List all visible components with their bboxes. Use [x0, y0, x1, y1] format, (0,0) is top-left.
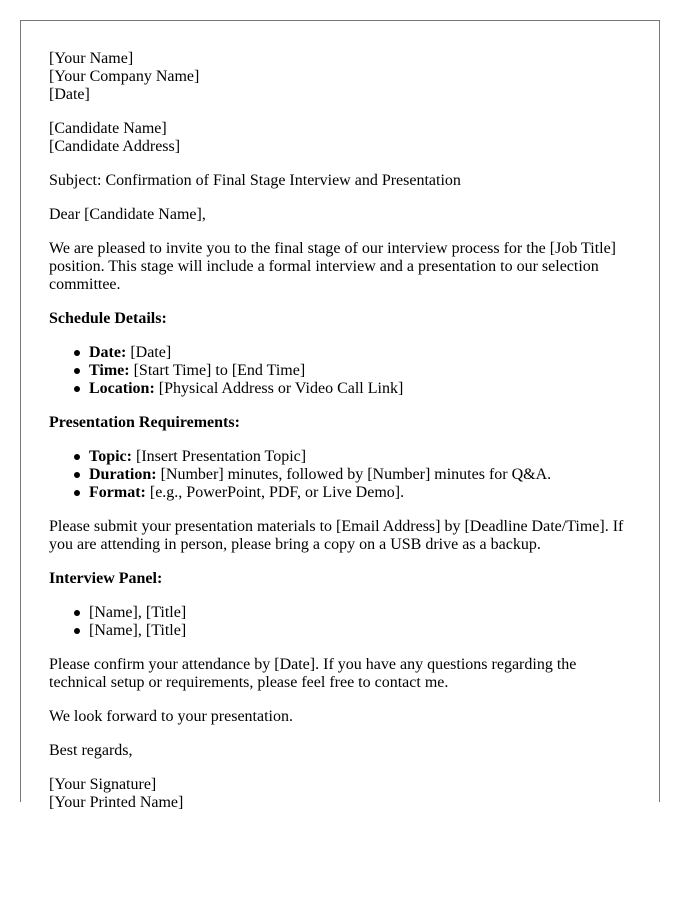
presentation-item-label: Topic:: [89, 448, 132, 465]
letter-body: [49, 50, 631, 828]
confirm-paragraph: Please confirm your attendance by [Date]. If you have any questions regarding the technical setup or requirements, please feel free to contact me.: [49, 656, 577, 691]
subject-line: Subject: Confirmation of Final Stage Interview and Presentation: [49, 172, 461, 189]
signature-block: [49, 776, 631, 812]
schedule-list: [49, 344, 631, 398]
sender-company: [Your Company Name]: [49, 68, 200, 85]
schedule-item-label: Date:: [89, 344, 127, 361]
schedule-item-time: [89, 362, 631, 380]
recipient-block: [49, 120, 631, 156]
letter-date: [Date]: [49, 86, 90, 103]
presentation-item-duration: [89, 466, 631, 484]
presentation-heading: Presentation Requirements:: [49, 414, 240, 431]
schedule-item-value: [Date]: [126, 344, 172, 361]
presentation-item-topic: [89, 448, 631, 466]
schedule-heading: Schedule Details:: [49, 310, 167, 327]
presentation-item-label: Duration:: [89, 466, 157, 483]
salutation: Dear [Candidate Name],: [49, 206, 206, 223]
schedule-item-label: Time:: [89, 362, 130, 379]
presentation-item-value: [Number] minutes, followed by [Number] minutes for Q&A.: [156, 466, 552, 483]
printed-name: [Your Printed Name]: [49, 794, 184, 811]
presentation-item-label: Format:: [89, 484, 146, 501]
sender-block: [49, 50, 631, 104]
submission-paragraph: Please submit your presentation materials to [Email Address] by [Deadline Date/Time]. If you are attending in person, please bring a copy on a USB drive as a backup.: [49, 518, 624, 553]
panel-member: [Name], [Title]: [89, 604, 631, 622]
intro-paragraph: We are pleased to invite you to the final stage of our interview process for the [Job Title] position. This stage will include a formal interview and a presentation to our selection committee.: [49, 240, 617, 293]
panel-member: [Name], [Title]: [89, 622, 631, 640]
recipient-name: [Candidate Name]: [49, 120, 167, 137]
presentation-list: [49, 448, 631, 502]
presentation-item-format: [89, 484, 631, 502]
schedule-item-date: [89, 344, 631, 362]
schedule-item-value: [Physical Address or Video Call Link]: [154, 380, 404, 397]
panel-heading: Interview Panel:: [49, 570, 163, 587]
schedule-item-label: Location:: [89, 380, 155, 397]
sender-name: [Your Name]: [49, 50, 134, 67]
presentation-item-value: [e.g., PowerPoint, PDF, or Live Demo].: [145, 484, 405, 501]
schedule-item-location: [89, 380, 631, 398]
signoff: Best regards,: [49, 742, 133, 759]
recipient-address: [Candidate Address]: [49, 138, 181, 155]
schedule-item-value: [Start Time] to [End Time]: [129, 362, 306, 379]
presentation-item-value: [Insert Presentation Topic]: [131, 448, 307, 465]
signature-line: [Your Signature]: [49, 776, 157, 793]
closing-line: We look forward to your presentation.: [49, 708, 293, 725]
letter-page: [20, 20, 660, 811]
panel-list: [49, 604, 631, 640]
